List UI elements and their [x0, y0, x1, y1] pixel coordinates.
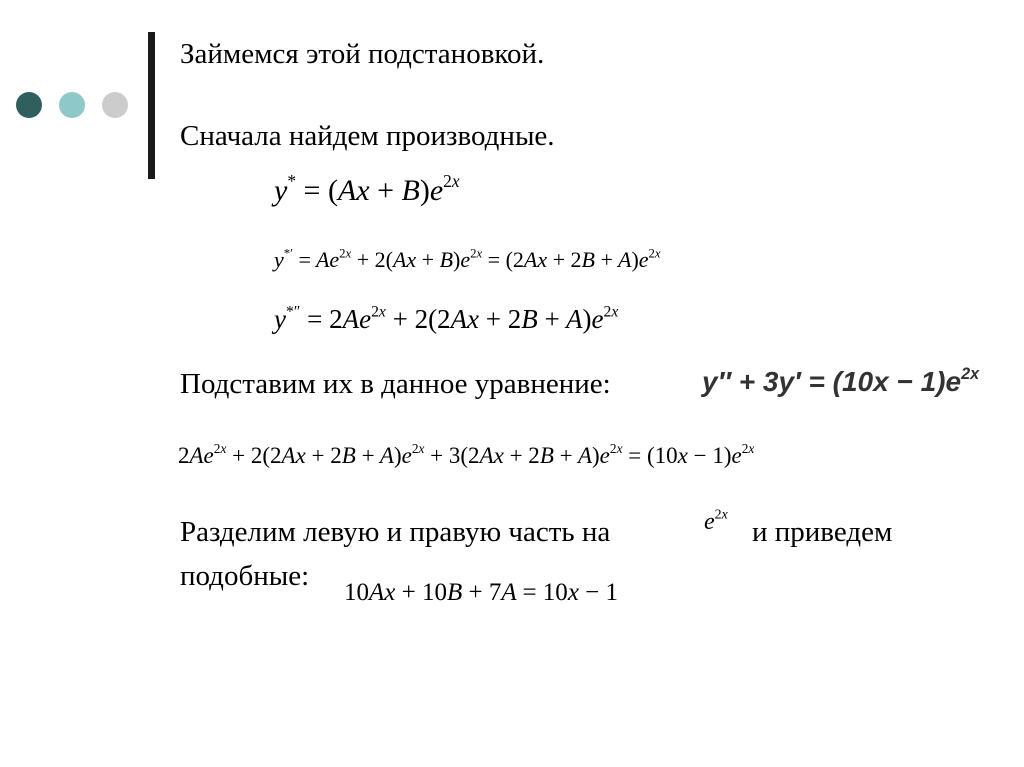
equation-1: $y^* = (Ax + B)e^{2x}$ — [274, 170, 460, 207]
equation-3: $y^{*''} = 2Ae^{2x} + 2(2Ax + 2B + A)e^{2x}$ — [274, 303, 619, 334]
text-line-3: Подставим их в данное уравнение: — [180, 368, 611, 400]
equation-substituted: $2Ae^{2x} + 2(2Ax + 2B + A)e^{2x} + 3(2Ax + 2B + A)e^{2x} = (10x - 1)e^{2x}$ — [178, 441, 755, 468]
equation-result: 10Ax + 10B + 7A = 10x − 1 — [344, 579, 619, 606]
equation-2: $y^{*'} = Ae^{2x} + 2(Ax + B)e^{2x} = (2Ax + 2B + A)e^{2x}$ — [274, 246, 661, 272]
text-line-1: Займемся этой подстановкой. — [180, 38, 545, 70]
text-line-4b: и приведем — [752, 516, 893, 548]
decor-dot-dark — [16, 92, 42, 118]
decor-dot-gray — [102, 92, 128, 118]
vertical-bar — [148, 32, 155, 179]
text-line-4: Разделим левую и правую часть на — [180, 516, 611, 548]
text-line-2: Сначала найдем производные. — [180, 120, 555, 152]
equation-divisor: $e^{2x}$ — [704, 507, 728, 535]
equation-given: $y'' + 3y' = (10x - 1)e^{2x}$ — [702, 364, 980, 397]
decor-dot-teal — [59, 92, 85, 118]
text-line-5: подобные: — [180, 560, 310, 592]
